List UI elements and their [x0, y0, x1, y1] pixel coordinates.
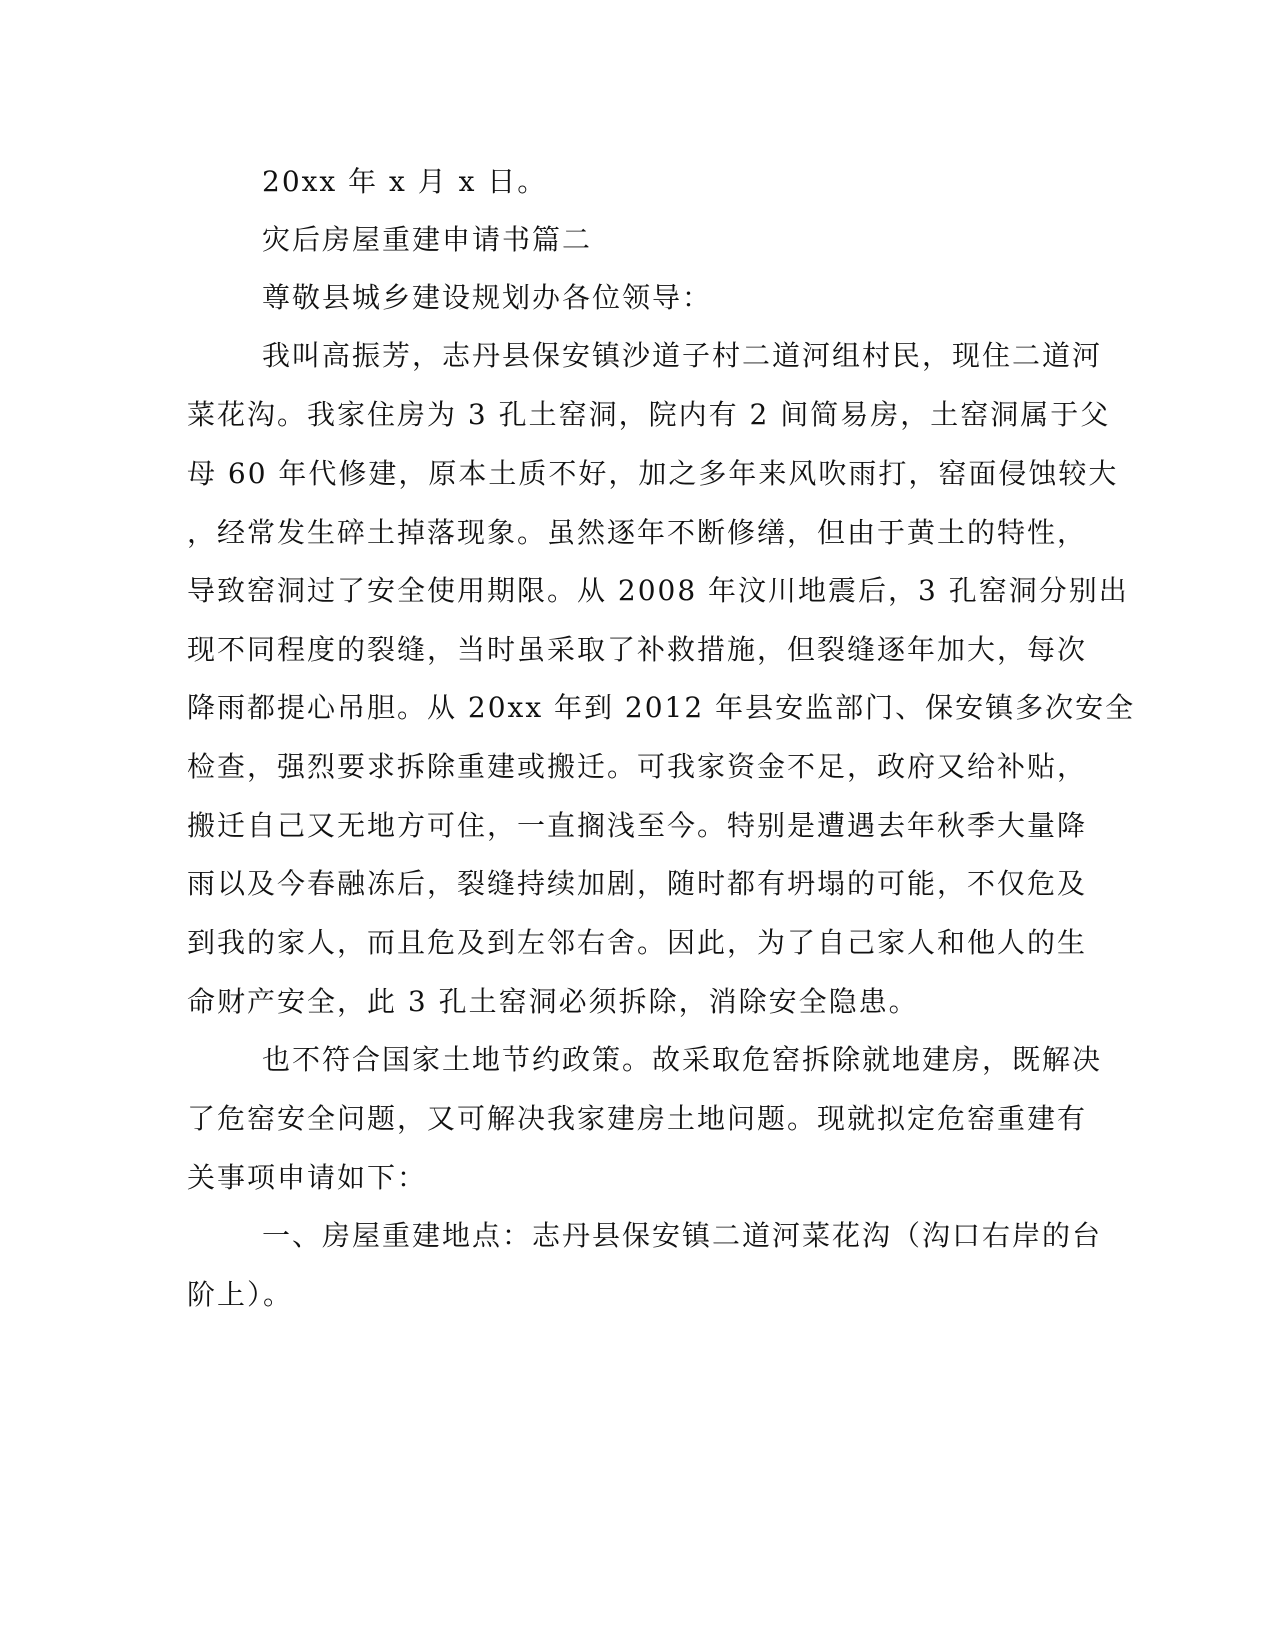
- paragraph-line: 我叫高振芳，志丹县保安镇沙道子村二道河组村民，现住二道河: [262, 339, 1103, 372]
- section-title: 灾后房屋重建申请书篇二: [262, 223, 593, 256]
- paragraph-line: 一、房屋重建地点：志丹县保安镇二道河菜花沟（沟口右岸的台: [262, 1219, 1103, 1252]
- paragraph-line: 菜花沟。我家住房为 3 孔土窑洞，院内有 2 间简易房，土窑洞属于父: [187, 398, 1111, 431]
- paragraph-line: 命财产安全，此 3 孔土窑洞必须拆除，消除安全隐患。: [187, 985, 919, 1018]
- paragraph-line: 搬迁自己又无地方可住，一直搁浅至今。特别是遭遇去年秋季大量降: [187, 809, 1088, 842]
- paragraph-line: 阶上）。: [187, 1278, 294, 1311]
- paragraph-line: 雨以及今春融冻后，裂缝持续加剧，随时都有坍塌的可能，不仅危及: [187, 867, 1088, 900]
- date-line: 20xx 年 x 月 x 日。: [262, 165, 548, 198]
- paragraph-line: 也不符合国家土地节约政策。故采取危窑拆除就地建房，既解决: [262, 1043, 1103, 1076]
- paragraph-line: ，经常发生碎土掉落现象。虽然逐年不断修缮，但由于黄土的特性，: [187, 516, 1088, 549]
- paragraph-line: 现不同程度的裂缝，当时虽采取了补救措施，但裂缝逐年加大，每次: [187, 633, 1088, 666]
- paragraph-line: 关事项申请如下：: [187, 1161, 428, 1194]
- paragraph-line: 了危窑安全问题，又可解决我家建房土地问题。现就拟定危窑重建有: [187, 1102, 1088, 1135]
- paragraph-line: 导致窑洞过了安全使用期限。从 2008 年汶川地震后，3 孔窑洞分别出: [187, 574, 1129, 607]
- paragraph-line: 检查，强烈要求拆除重建或搬迁。可我家资金不足，政府又给补贴，: [187, 750, 1088, 783]
- salutation: 尊敬县城乡建设规划办各位领导：: [262, 281, 713, 314]
- paragraph-line: 母 60 年代修建，原本土质不好，加之多年来风吹雨打，窑面侵蚀较大: [187, 457, 1119, 490]
- paragraph-line: 降雨都提心吊胆。从 20xx 年到 2012 年县安监部门、保安镇多次安全: [187, 691, 1136, 724]
- paragraph-line: 到我的家人，而且危及到左邻右舍。因此，为了自己家人和他人的生: [187, 926, 1088, 959]
